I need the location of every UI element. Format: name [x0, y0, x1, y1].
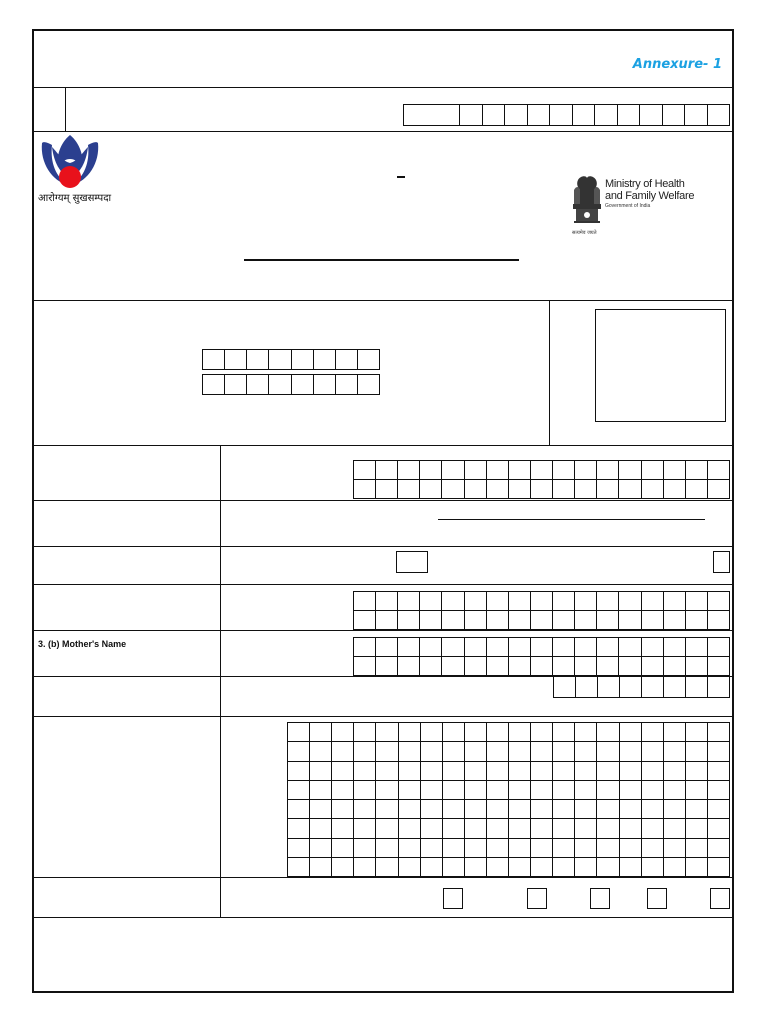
name-boxes[interactable]: [353, 460, 730, 499]
annexure-label: Annexure- 1: [632, 57, 722, 72]
address-boxes[interactable]: [287, 722, 730, 877]
logo-motto: आरोग्यम् सुखसम्पदा: [38, 193, 112, 204]
roll-number-boxes-2[interactable]: [202, 374, 380, 395]
divider: [65, 87, 66, 131]
divider: [32, 716, 734, 717]
mother-name-boxes[interactable]: [353, 637, 730, 676]
date-of-birth-boxes[interactable]: [553, 676, 730, 698]
divider: [32, 500, 734, 501]
divider: [32, 131, 734, 132]
roll-number-boxes[interactable]: [202, 349, 380, 370]
lotus-logo-icon: [38, 133, 102, 191]
divider: [32, 300, 734, 301]
divider: [32, 546, 734, 547]
checkbox-1[interactable]: [443, 888, 463, 909]
ministry-name: [605, 178, 694, 202]
national-emblem-icon: [570, 174, 604, 230]
divider: [32, 877, 734, 878]
divider: [549, 300, 550, 445]
mothers-name-label: 3. (b) Mother's Name: [38, 639, 127, 649]
option-box-1[interactable]: [396, 551, 428, 573]
ministry-subtitle: Government of India: [605, 203, 651, 209]
ministry-line2: and Family Welfare: [605, 190, 695, 202]
checkbox-2[interactable]: [527, 888, 547, 909]
divider: [32, 584, 734, 585]
divider: [32, 630, 734, 631]
checkbox-3[interactable]: [590, 888, 610, 909]
ministry-line1: Ministry of Health: [605, 178, 685, 190]
divider: [32, 917, 734, 918]
checkbox-4[interactable]: [647, 888, 667, 909]
registration-number-boxes[interactable]: [403, 104, 730, 126]
column-divider: [220, 445, 221, 917]
option-box-2[interactable]: [713, 551, 730, 573]
checkbox-5[interactable]: [710, 888, 730, 909]
emblem-motto: सत्यमेव जयते: [572, 230, 597, 236]
photo-box[interactable]: [595, 309, 726, 422]
title-underline: [244, 259, 519, 261]
dash-mark: [397, 176, 405, 178]
signature-line[interactable]: [438, 519, 705, 520]
divider: [32, 87, 734, 88]
father-name-boxes[interactable]: [353, 591, 730, 630]
divider: [32, 445, 734, 446]
